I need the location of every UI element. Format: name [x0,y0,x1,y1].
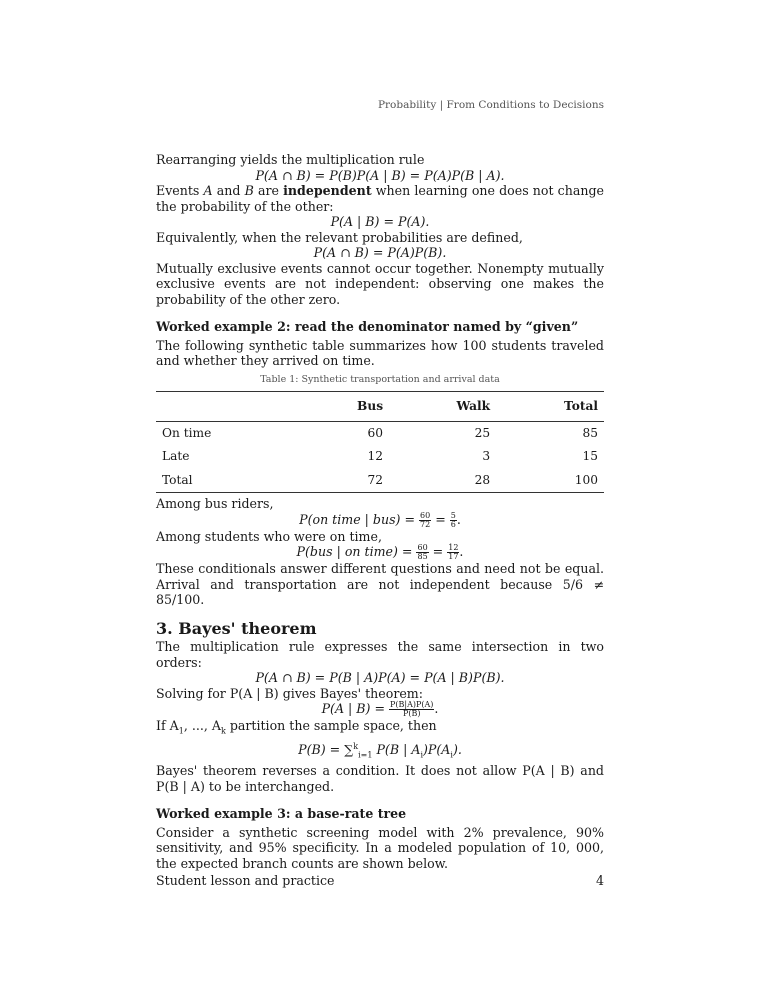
bold-term: independent [283,183,372,198]
equation-text: )P(A [423,742,451,758]
column-header: Walk [389,392,496,422]
equation-text: . [434,701,439,716]
row-label: On time [162,425,212,440]
subscript: k [220,726,226,736]
row-label: Total [156,469,300,493]
footer-label: Student lesson and practice [156,873,335,888]
fraction [450,512,457,529]
table-cell: 28 [389,469,496,493]
text-span: when learning one does not change the probability of the other: [156,183,604,214]
paragraph: Bayes' theorem reverses a condition. It does not allow P(A | B) and P(B | A) to be interchanged. [156,763,604,794]
text-span: are [253,183,284,198]
equation-independence [156,214,604,230]
example-3-heading: Worked example 3: a base-rate tree [156,806,407,822]
paragraph: Rearranging yields the multiplication rule [156,152,425,167]
equation-text: P(A | B) = [321,701,390,716]
equation-text: ). [452,742,462,758]
paragraph-independence [156,183,604,214]
fraction [419,512,431,529]
equation-bus-given-ontime [156,544,604,561]
table-cell: 3 [482,449,491,463]
paragraph: Among students who were on time, [156,528,382,544]
document-page [156,0,604,984]
equation-text: = [428,544,448,559]
fraction-numerator: 5 [450,510,456,520]
column-header: Total [496,392,604,422]
page-number: 4 [595,873,604,888]
equation-text: P(B) = ∑ [298,742,354,758]
table-row [156,421,604,445]
text-span: and [212,183,245,198]
table-cell: 60 [367,425,384,440]
equation-text: P(bus | on time) = [296,544,417,559]
equation-multiplication-rule [156,168,604,184]
column-header: Bus [300,392,389,422]
fraction-denominator: P(B) [402,709,421,718]
page-footer [156,873,604,888]
paragraph: Equivalently, when the relevant probabilities are defined, [156,229,523,245]
paragraph: These conditionals answer different questions and need not be equal. Arrival and transportation are not independent because 5/6 ≠ 85/100. [156,561,604,607]
text-span: , ..., A [183,718,221,733]
fraction-numerator: 12 [448,543,459,552]
equation-product [156,245,604,261]
text-span: Events [156,183,204,198]
transport-arrival-table [156,391,604,493]
paragraph: The following synthetic table summarizes how 100 students traveled and whether they arrived on time. [156,337,604,368]
subscript: i [420,750,423,760]
table-cell: 12 [367,449,384,463]
equation-text: P(on time | bus) = [299,511,420,527]
superscript: k [353,742,359,752]
table-header-row [156,392,604,422]
fraction-numerator: 60 [417,543,428,552]
fraction [447,544,459,561]
equation-text: P(A ∩ B) = P(A)P(B). [313,245,447,260]
paragraph-partition [156,718,604,739]
example-2-heading: Worked example 2: read the denominator named by “given” [156,319,579,334]
fraction-denominator: 17 [448,552,459,561]
table-cell: 72 [300,469,389,493]
subscript: i=1 [358,750,373,760]
paragraph: Solving for P(A | B) gives Bayes' theorem: [156,685,423,701]
table-cell: 25 [474,425,491,440]
fraction [416,544,428,561]
fraction-denominator: 6 [450,519,456,529]
row-label: Late [162,449,190,463]
equation-text: P(A ∩ B) = P(B)P(A | B) = P(A)P(B | A). [255,167,505,183]
table-cell: 85 [582,425,598,440]
equation-text: = [431,511,450,527]
math-var: B [244,183,254,198]
paragraph: Among bus riders, [156,496,274,511]
equation-text: . [459,544,464,559]
fraction-numerator: 60 [420,510,431,520]
subscript: i [450,750,453,760]
paragraph: Consider a synthetic screening model with 2% prevalence, 90% sensitivity, and 95% specificity. In a modeled population of 10, 000, the expected branch counts are shown below. [156,824,604,871]
table-caption: Table 1: Synthetic transportation and arrival data [260,373,500,385]
table-cell: 15 [582,449,598,463]
fraction-numerator: P(B|A)P(A) [390,700,434,709]
equation-two-orders [156,670,604,686]
equation-text: P(A ∩ B) = P(B | A)P(A) = P(A | B)P(B). [255,670,505,685]
equation-bayes [156,701,604,718]
paragraph: Mutually exclusive events cannot occur together. Nonempty mutually exclusive events are not independent: observing one makes the probability of the other zero. [156,260,604,307]
subscript: 1 [178,726,184,736]
fraction-denominator: 85 [417,552,428,561]
text-span: If A [156,718,179,733]
running-header: Probability | From Conditions to Decisions [377,99,604,111]
equation-text: . [456,511,461,527]
column-header [156,392,300,422]
fraction-denominator: 72 [420,519,431,529]
equation-text: P(B | A [372,742,421,758]
table-row [156,469,604,493]
paragraph: The multiplication rule expresses the same intersection in two orders: [156,639,604,670]
table-row [156,445,604,469]
page-body [156,152,604,871]
equation-text: P(A | B) = P(A). [330,214,430,229]
table-cell: 100 [496,469,604,493]
fraction [389,701,434,718]
text-span: partition the sample space, then [225,718,437,733]
equation-ontime-given-bus [156,512,604,529]
math-var: A [203,183,213,198]
equation-total-probability [156,739,604,763]
section-3-heading: 3. Bayes' theorem [156,618,317,638]
